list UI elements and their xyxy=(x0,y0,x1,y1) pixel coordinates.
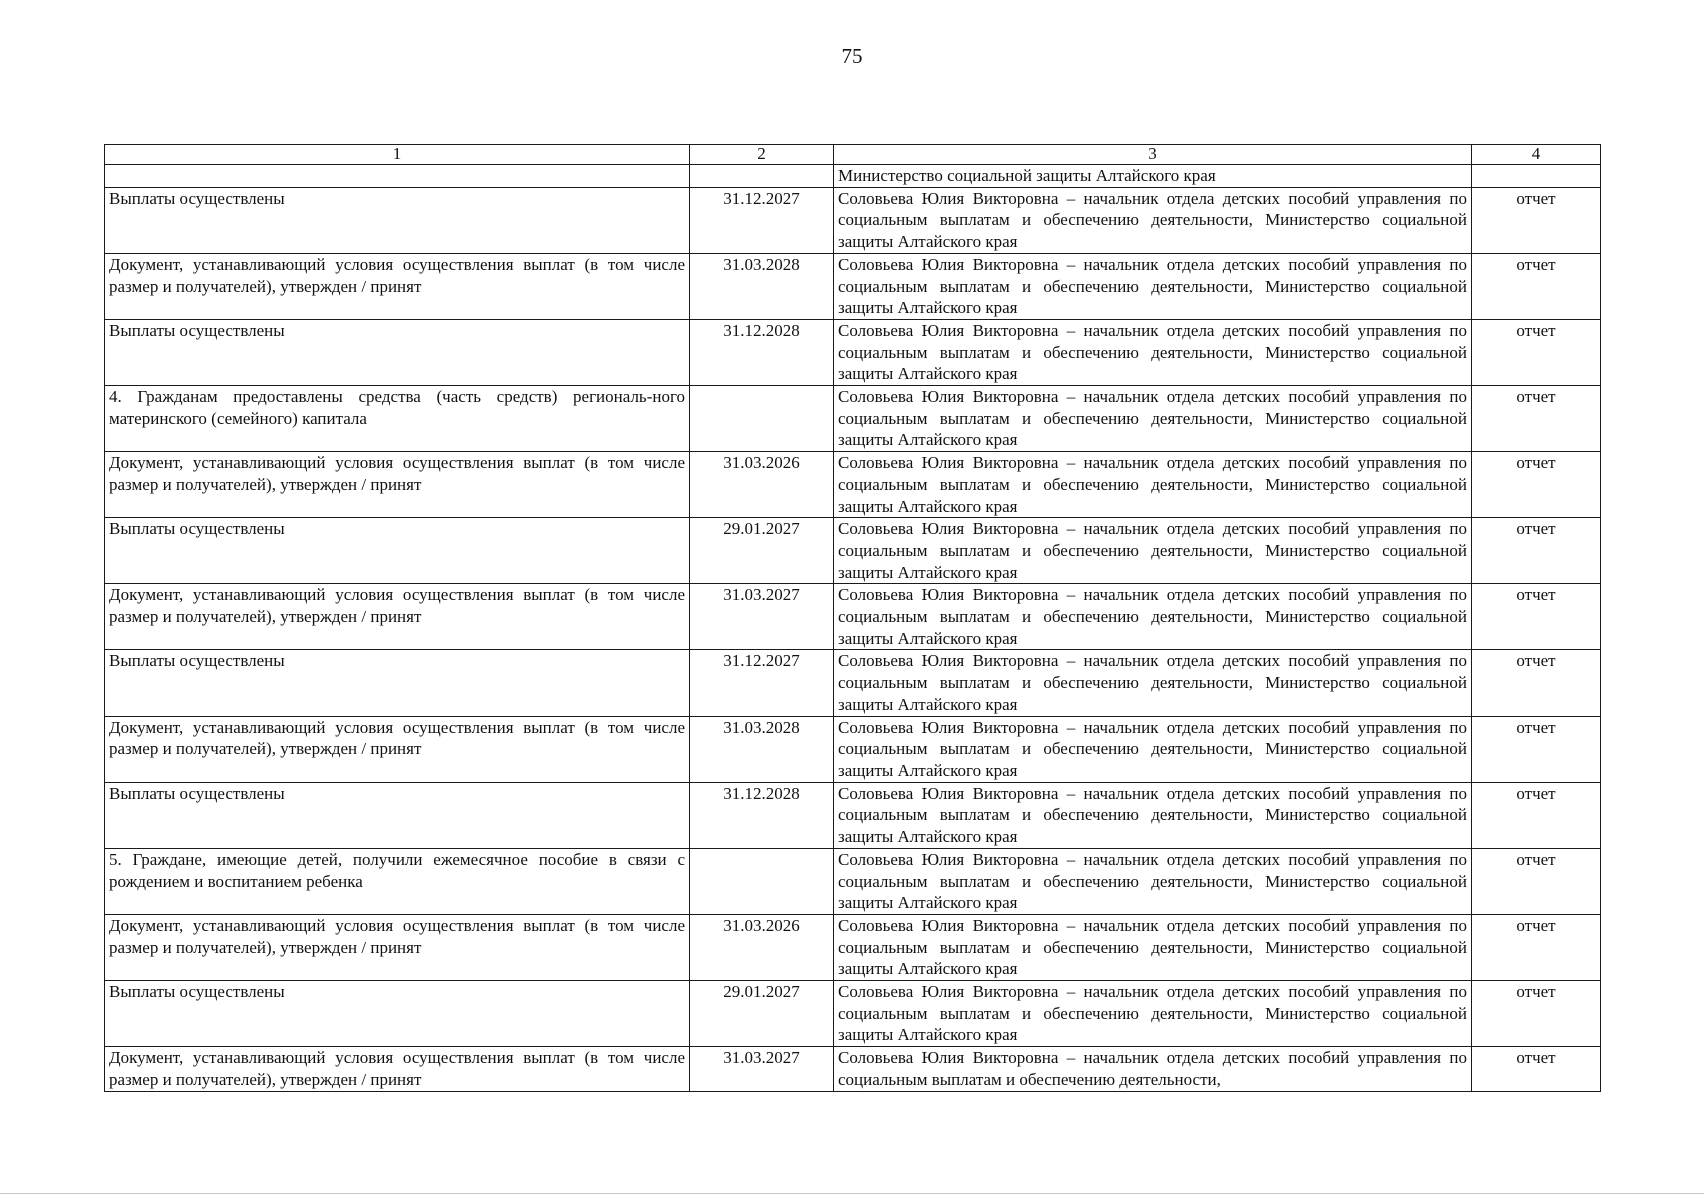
table-body xyxy=(105,145,1601,1092)
event-cell: Выплаты осуществлены xyxy=(105,319,690,385)
document-type-cell: отчет xyxy=(1472,319,1601,385)
table-row xyxy=(105,187,1601,253)
responsible-cell: Соловьева Юлия Викторовна – начальник отдела детских пособий управления по социальным выплатам и обеспечению деятельности, Министерство социальной защиты Алтайского края xyxy=(834,584,1472,650)
document-type-cell: отчет xyxy=(1472,782,1601,848)
document-type-cell: отчет xyxy=(1472,584,1601,650)
date-cell: 31.12.2027 xyxy=(690,187,834,253)
date-cell: 31.12.2027 xyxy=(690,650,834,716)
column-number-2: 2 xyxy=(690,145,834,165)
responsible-cell: Соловьева Юлия Викторовна – начальник отдела детских пособий управления по социальным выплатам и обеспечению деятельности, Министерство социальной защиты Алтайского края xyxy=(834,452,1472,518)
event-cell: 5. Граждане, имеющие детей, получили ежемесячное пособие в связи с рождением и воспитанием ребенка xyxy=(105,848,690,914)
event-cell: Документ, устанавливающий условия осуществления выплат (в том числе размер и получателей), утвержден / принят xyxy=(105,253,690,319)
event-cell: Документ, устанавливающий условия осуществления выплат (в том числе размер и получателей), утвержден / принят xyxy=(105,914,690,980)
page-number: 75 xyxy=(841,44,863,68)
event-cell: Документ, устанавливающий условия осуществления выплат (в том числе размер и получателей), утвержден / принят xyxy=(105,1047,690,1091)
table-row xyxy=(105,650,1601,716)
event-cell: Выплаты осуществлены xyxy=(105,650,690,716)
event-cell: Документ, устанавливающий условия осуществления выплат (в том числе размер и получателей), утвержден / принят xyxy=(105,584,690,650)
document-type-cell: отчет xyxy=(1472,914,1601,980)
responsible-cell: Соловьева Юлия Викторовна – начальник отдела детских пособий управления по социальным выплатам и обеспечению деятельности, Министерство социальной защиты Алтайского края xyxy=(834,981,1472,1047)
control-points-table xyxy=(104,144,1601,1092)
responsible-cell: Министерство социальной защиты Алтайского края xyxy=(834,165,1472,188)
table-row xyxy=(105,253,1601,319)
date-cell: 29.01.2027 xyxy=(690,981,834,1047)
document-type-cell: отчет xyxy=(1472,1047,1601,1091)
table-row xyxy=(105,319,1601,385)
responsible-cell: Соловьева Юлия Викторовна – начальник отдела детских пособий управления по социальным выплатам и обеспечению деятельности, Министерство социальной защиты Алтайского края xyxy=(834,782,1472,848)
date-cell: 31.12.2028 xyxy=(690,319,834,385)
table-row xyxy=(105,1047,1601,1091)
date-cell: 31.03.2026 xyxy=(690,452,834,518)
document-type-cell: отчет xyxy=(1472,518,1601,584)
responsible-cell: Соловьева Юлия Викторовна – начальник отдела детских пособий управления по социальным выплатам и обеспечению деятельности, Министерство социальной защиты Алтайского края xyxy=(834,187,1472,253)
responsible-cell: Соловьева Юлия Викторовна – начальник отдела детских пособий управления по социальным выплатам и обеспечению деятельности, Министерство социальной защиты Алтайского края xyxy=(834,650,1472,716)
event-cell: Выплаты осуществлены xyxy=(105,782,690,848)
table-row xyxy=(105,452,1601,518)
table-row xyxy=(105,981,1601,1047)
date-cell xyxy=(690,165,834,188)
date-cell: 31.03.2027 xyxy=(690,584,834,650)
table-row xyxy=(105,386,1601,452)
event-cell xyxy=(105,165,690,188)
responsible-cell: Соловьева Юлия Викторовна – начальник отдела детских пособий управления по социальным выплатам и обеспечению деятельности, Министерство социальной защиты Алтайского края xyxy=(834,386,1472,452)
document-type-cell: отчет xyxy=(1472,187,1601,253)
document-type-cell: отчет xyxy=(1472,452,1601,518)
document-type-cell xyxy=(1472,165,1601,188)
responsible-cell: Соловьева Юлия Викторовна – начальник отдела детских пособий управления по социальным выплатам и обеспечению деятельности, Министерство социальной защиты Алтайского края xyxy=(834,914,1472,980)
date-cell: 31.03.2026 xyxy=(690,914,834,980)
responsible-cell: Соловьева Юлия Викторовна – начальник отдела детских пособий управления по социальным выплатам и обеспечению деятельности, Министерство социальной защиты Алтайского края xyxy=(834,319,1472,385)
event-cell: Документ, устанавливающий условия осуществления выплат (в том числе размер и получателей), утвержден / принят xyxy=(105,452,690,518)
document-type-cell: отчет xyxy=(1472,981,1601,1047)
date-cell: 31.03.2028 xyxy=(690,716,834,782)
responsible-cell: Соловьева Юлия Викторовна – начальник отдела детских пособий управления по социальным выплатам и обеспечению деятельности, Министерство социальной защиты Алтайского края xyxy=(834,518,1472,584)
table-row xyxy=(105,848,1601,914)
column-number-3: 3 xyxy=(834,145,1472,165)
document-type-cell: отчет xyxy=(1472,716,1601,782)
date-cell: 31.03.2028 xyxy=(690,253,834,319)
event-cell: Документ, устанавливающий условия осуществления выплат (в том числе размер и получателей), утвержден / принят xyxy=(105,716,690,782)
table-row xyxy=(105,716,1601,782)
document-type-cell: отчет xyxy=(1472,650,1601,716)
event-cell: Выплаты осуществлены xyxy=(105,187,690,253)
date-cell xyxy=(690,848,834,914)
responsible-cell: Соловьева Юлия Викторовна – начальник отдела детских пособий управления по социальным выплатам и обеспечению деятельности, Министерство социальной защиты Алтайского края xyxy=(834,253,1472,319)
responsible-cell: Соловьева Юлия Викторовна – начальник отдела детских пособий управления по социальным выплатам и обеспечению деятельности, Министерство социальной защиты Алтайского края xyxy=(834,716,1472,782)
responsible-cell: Соловьева Юлия Викторовна – начальник отдела детских пособий управления по социальным выплатам и обеспечению деятельности, xyxy=(834,1047,1472,1091)
date-cell xyxy=(690,386,834,452)
date-cell: 31.03.2027 xyxy=(690,1047,834,1091)
column-number-row xyxy=(105,145,1601,165)
column-number-1: 1 xyxy=(105,145,690,165)
table-row xyxy=(105,518,1601,584)
scan-edge-line xyxy=(0,1193,1704,1194)
responsible-cell: Соловьева Юлия Викторовна – начальник отдела детских пособий управления по социальным выплатам и обеспечению деятельности, Министерство социальной защиты Алтайского края xyxy=(834,848,1472,914)
date-cell: 29.01.2027 xyxy=(690,518,834,584)
continuation-row xyxy=(105,165,1601,188)
column-number-4: 4 xyxy=(1472,145,1601,165)
document-type-cell: отчет xyxy=(1472,386,1601,452)
table-row xyxy=(105,914,1601,980)
table-row xyxy=(105,584,1601,650)
event-cell: 4. Гражданам предоставлены средства (часть средств) региональ-ного материнского (семейного) капитала xyxy=(105,386,690,452)
table-row xyxy=(105,782,1601,848)
event-cell: Выплаты осуществлены xyxy=(105,981,690,1047)
event-cell: Выплаты осуществлены xyxy=(105,518,690,584)
date-cell: 31.12.2028 xyxy=(690,782,834,848)
document-type-cell: отчет xyxy=(1472,253,1601,319)
document-type-cell: отчет xyxy=(1472,848,1601,914)
